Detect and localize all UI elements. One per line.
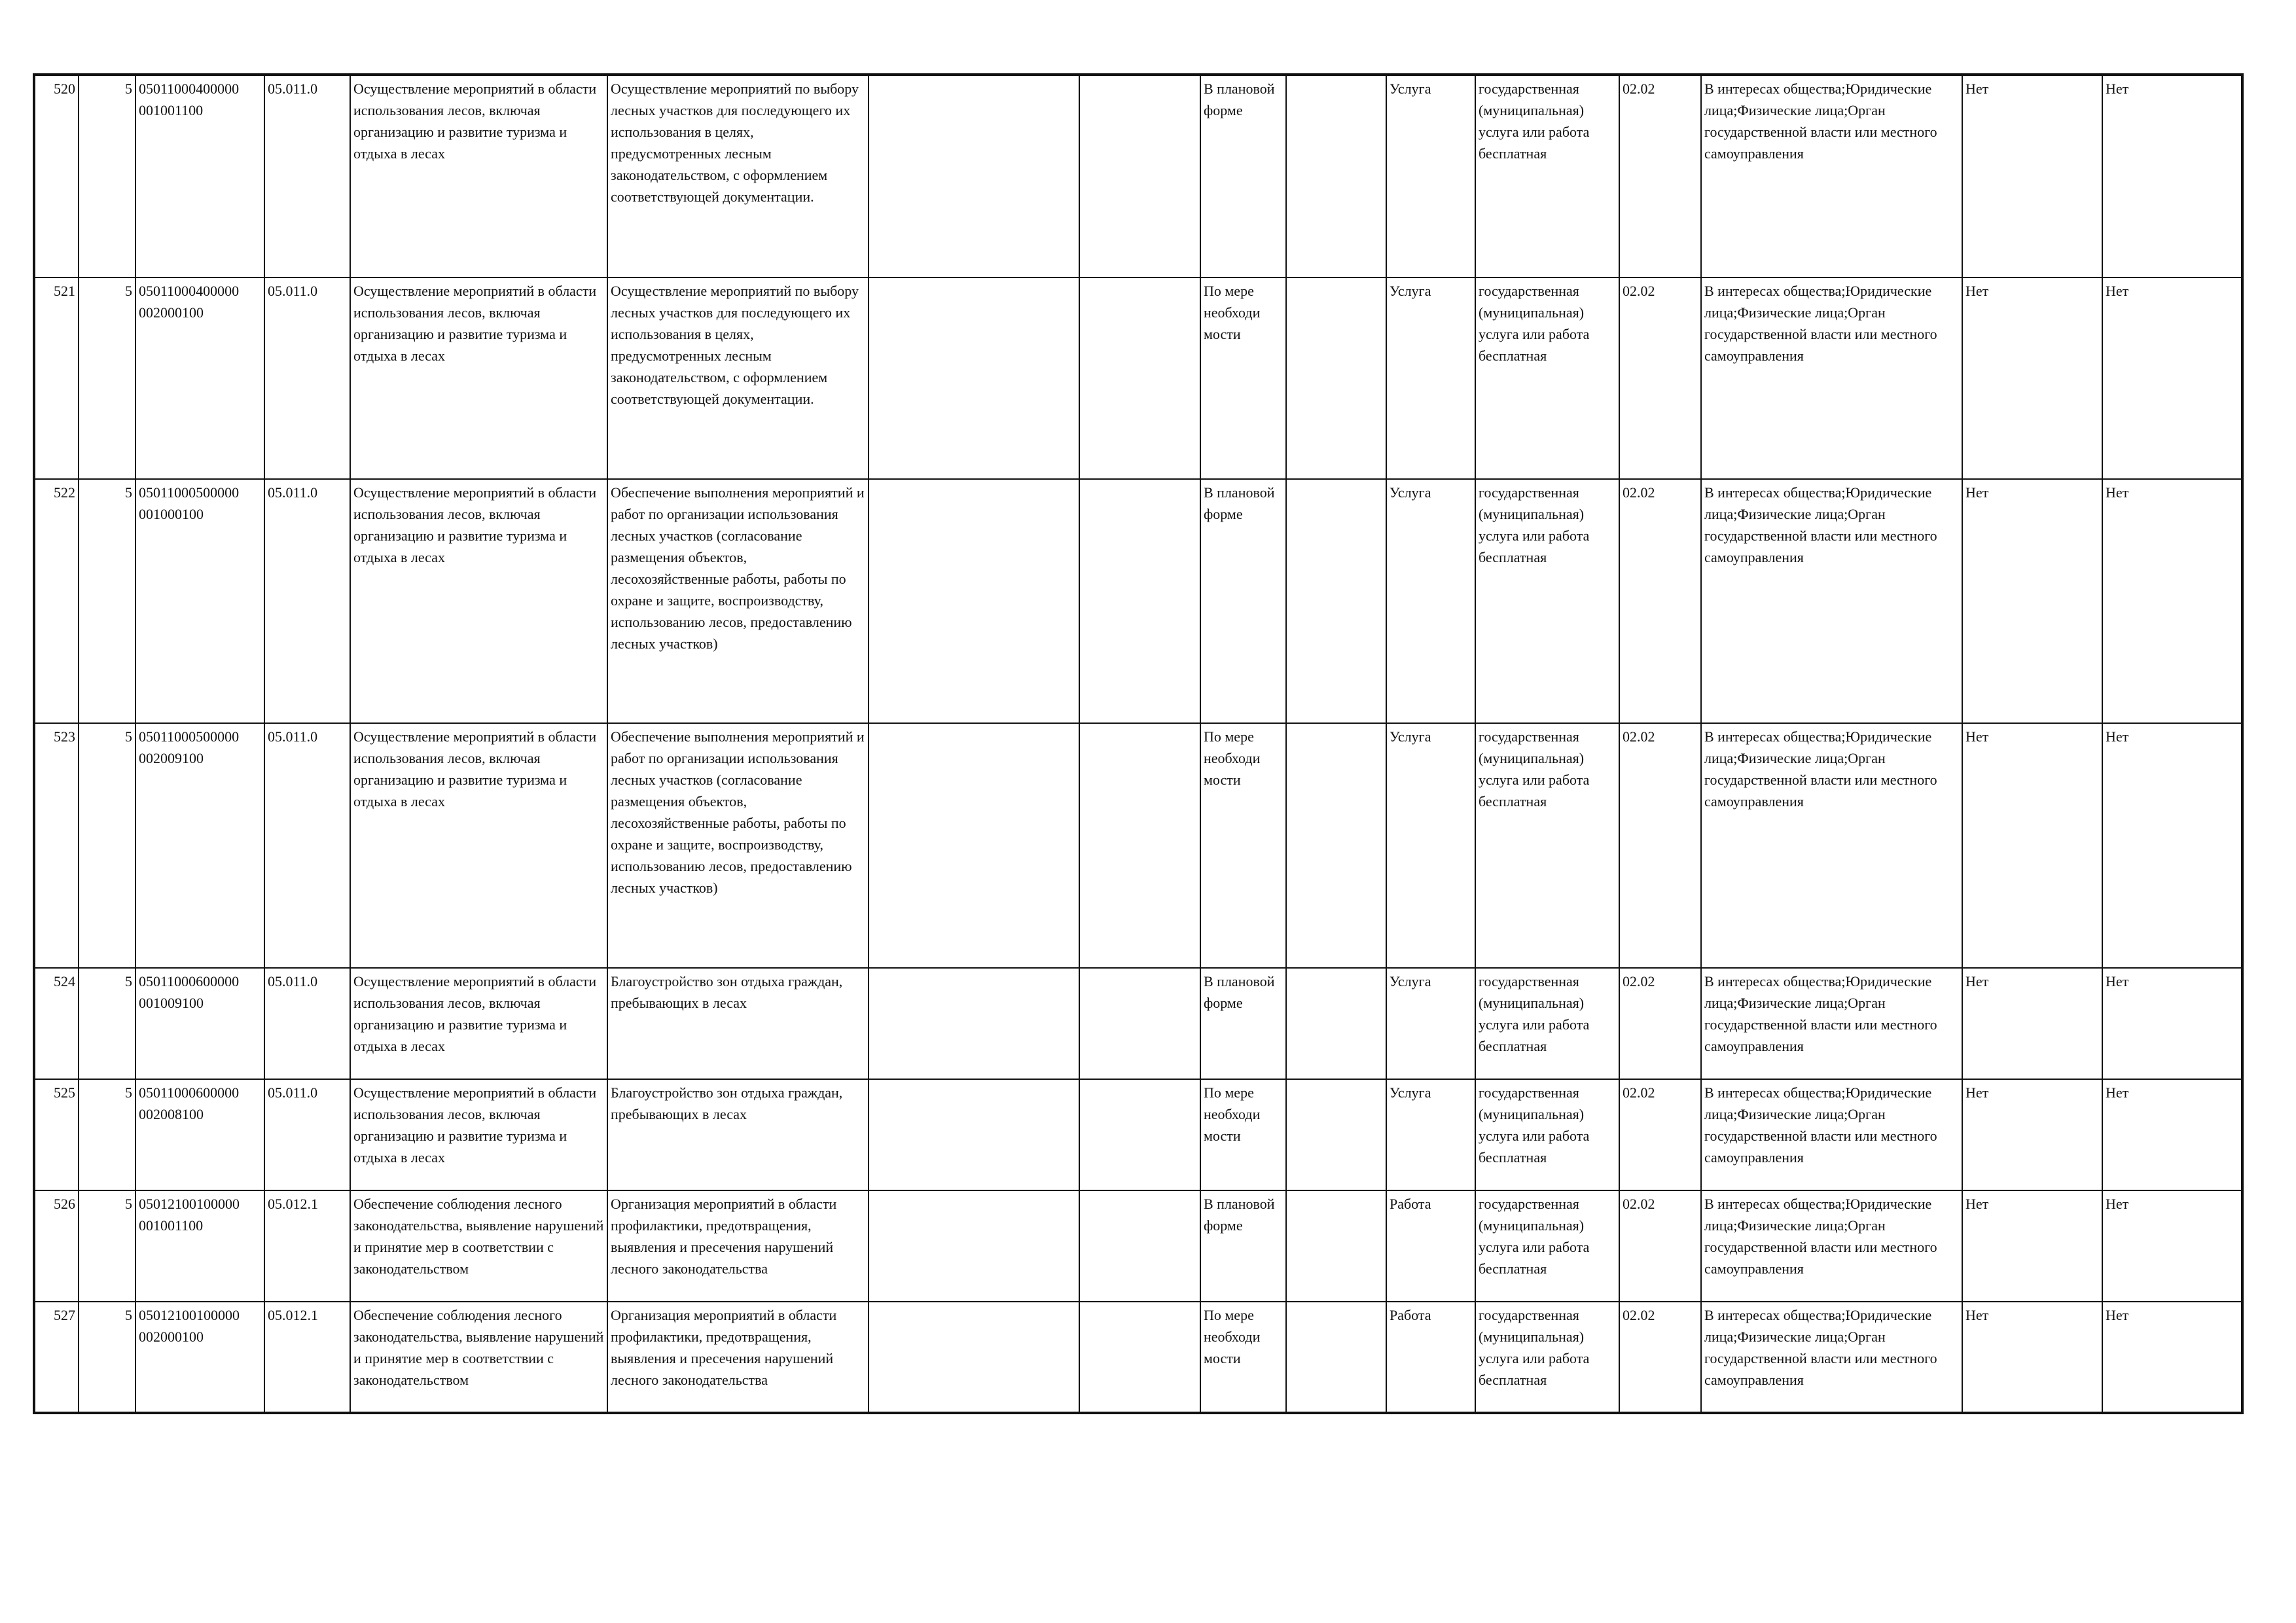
- level-cell: 5: [79, 968, 135, 1079]
- empty-cell: [869, 1190, 1079, 1302]
- service-name: Осуществление мероприятий в области использования лесов, включая организацию и развитие туризма и отдыха в лесах: [350, 723, 607, 968]
- provision-form: По мере необходи мости: [1200, 277, 1286, 479]
- provision-form: В плановой форме: [1200, 1190, 1286, 1302]
- okved-code: 05.011.0: [264, 277, 350, 479]
- table-row: [34, 1190, 2242, 1302]
- service-content: Обеспечение выполнения мероприятий и работ по организации использования лесных участков (согласование размещения объектов, лесохозяйственные работы, работы по охране и защите, воспроизводству, использованию лесов, предоставлению лесных участков): [607, 479, 869, 723]
- empty-cell: [869, 1302, 1079, 1413]
- registry-code: 05011000600000 001009100: [135, 968, 264, 1079]
- empty-cell: [1286, 1079, 1386, 1190]
- empty-cell: [869, 723, 1079, 968]
- service-name: Осуществление мероприятий в области использования лесов, включая организацию и развитие туризма и отдыха в лесах: [350, 1079, 607, 1190]
- provision-form: В плановой форме: [1200, 968, 1286, 1079]
- service-content: Организация мероприятий в области профилактики, предотвращения, выявления и пресечения нарушений лесного законодательства: [607, 1302, 869, 1413]
- empty-cell: [1286, 1190, 1386, 1302]
- level-cell: 5: [79, 1190, 135, 1302]
- table-row: [34, 277, 2242, 479]
- row-number: 521: [34, 277, 79, 479]
- okved-code: 05.012.1: [264, 1190, 350, 1302]
- service-content: Обеспечение выполнения мероприятий и работ по организации использования лесных участков (согласование размещения объектов, лесохозяйственные работы, работы по охране и защите, воспроизводству, использованию лесов, предоставлению лесных участков): [607, 723, 869, 968]
- empty-cell: [1079, 1190, 1200, 1302]
- category-code: 02.02: [1619, 75, 1701, 277]
- consumers: В интересах общества;Юридические лица;Физические лица;Орган государственной власти или местного самоуправления: [1701, 75, 1962, 277]
- empty-cell: [1286, 723, 1386, 968]
- payment-type: государственная (муниципальная) услуга или работа бесплатная: [1475, 1190, 1619, 1302]
- service-type: Услуга: [1386, 277, 1475, 479]
- registry-code: 05011000400000 002000100: [135, 277, 264, 479]
- service-name: Осуществление мероприятий в области использования лесов, включая организацию и развитие туризма и отдыха в лесах: [350, 479, 607, 723]
- flag-2: Нет: [2102, 968, 2242, 1079]
- empty-cell: [1079, 723, 1200, 968]
- row-number: 520: [34, 75, 79, 277]
- service-content: Осуществление мероприятий по выбору лесных участков для последующего их использования в целях, предусмотренных лесным законодательством, с оформлением соответствующей документации.: [607, 75, 869, 277]
- row-number: 527: [34, 1302, 79, 1413]
- registry-code: 05012100100000 001001100: [135, 1190, 264, 1302]
- payment-type: государственная (муниципальная) услуга или работа бесплатная: [1475, 479, 1619, 723]
- service-name: Осуществление мероприятий в области использования лесов, включая организацию и развитие туризма и отдыха в лесах: [350, 277, 607, 479]
- flag-1: Нет: [1962, 277, 2102, 479]
- consumers: В интересах общества;Юридические лица;Физические лица;Орган государственной власти или местного самоуправления: [1701, 277, 1962, 479]
- service-content: Осуществление мероприятий по выбору лесных участков для последующего их использования в целях, предусмотренных лесным законодательством, с оформлением соответствующей документации.: [607, 277, 869, 479]
- provision-form: По мере необходи мости: [1200, 723, 1286, 968]
- registry-code: 05012100100000 002000100: [135, 1302, 264, 1413]
- registry-code: 05011000500000 001000100: [135, 479, 264, 723]
- payment-type: государственная (муниципальная) услуга или работа бесплатная: [1475, 75, 1619, 277]
- empty-cell: [1286, 1302, 1386, 1413]
- service-content: Благоустройство зон отдыха граждан, пребывающих в лесах: [607, 1079, 869, 1190]
- table-row: [34, 1079, 2242, 1190]
- okved-code: 05.012.1: [264, 1302, 350, 1413]
- payment-type: государственная (муниципальная) услуга или работа бесплатная: [1475, 723, 1619, 968]
- empty-cell: [1286, 968, 1386, 1079]
- payment-type: государственная (муниципальная) услуга или работа бесплатная: [1475, 968, 1619, 1079]
- category-code: 02.02: [1619, 1190, 1701, 1302]
- empty-cell: [1079, 1302, 1200, 1413]
- provision-form: В плановой форме: [1200, 75, 1286, 277]
- payment-type: государственная (муниципальная) услуга или работа бесплатная: [1475, 1079, 1619, 1190]
- service-type: Услуга: [1386, 1079, 1475, 1190]
- payment-type: государственная (муниципальная) услуга или работа бесплатная: [1475, 1302, 1619, 1413]
- service-type: Работа: [1386, 1190, 1475, 1302]
- service-type: Услуга: [1386, 75, 1475, 277]
- service-type: Работа: [1386, 1302, 1475, 1413]
- table-row: [34, 968, 2242, 1079]
- provision-form: По мере необходи мости: [1200, 1302, 1286, 1413]
- flag-2: Нет: [2102, 1302, 2242, 1413]
- service-name: Обеспечение соблюдения лесного законодательства, выявление нарушений и принятие мер в соответствии с законодательством: [350, 1302, 607, 1413]
- level-cell: 5: [79, 1302, 135, 1413]
- empty-cell: [869, 75, 1079, 277]
- flag-1: Нет: [1962, 1190, 2102, 1302]
- empty-cell: [869, 1079, 1079, 1190]
- registry-table: [33, 73, 2244, 1414]
- table-row: [34, 479, 2242, 723]
- flag-1: Нет: [1962, 723, 2102, 968]
- empty-cell: [1286, 75, 1386, 277]
- service-name: Осуществление мероприятий в области использования лесов, включая организацию и развитие туризма и отдыха в лесах: [350, 75, 607, 277]
- okved-code: 05.011.0: [264, 968, 350, 1079]
- okved-code: 05.011.0: [264, 723, 350, 968]
- service-name: Обеспечение соблюдения лесного законодательства, выявление нарушений и принятие мер в соответствии с законодательством: [350, 1190, 607, 1302]
- registry-code: 05011000600000 002008100: [135, 1079, 264, 1190]
- flag-2: Нет: [2102, 75, 2242, 277]
- level-cell: 5: [79, 277, 135, 479]
- flag-1: Нет: [1962, 1302, 2102, 1413]
- payment-type: государственная (муниципальная) услуга или работа бесплатная: [1475, 277, 1619, 479]
- consumers: В интересах общества;Юридические лица;Физические лица;Орган государственной власти или местного самоуправления: [1701, 968, 1962, 1079]
- registry-code: 05011000400000 001001100: [135, 75, 264, 277]
- consumers: В интересах общества;Юридические лица;Физические лица;Орган государственной власти или местного самоуправления: [1701, 1302, 1962, 1413]
- service-content: Благоустройство зон отдыха граждан, пребывающих в лесах: [607, 968, 869, 1079]
- empty-cell: [1079, 277, 1200, 479]
- consumers: В интересах общества;Юридические лица;Физические лица;Орган государственной власти или местного самоуправления: [1701, 479, 1962, 723]
- level-cell: 5: [79, 479, 135, 723]
- category-code: 02.02: [1619, 968, 1701, 1079]
- table-row: [34, 1302, 2242, 1413]
- category-code: 02.02: [1619, 1302, 1701, 1413]
- empty-cell: [1079, 479, 1200, 723]
- flag-1: Нет: [1962, 75, 2102, 277]
- category-code: 02.02: [1619, 277, 1701, 479]
- okved-code: 05.011.0: [264, 1079, 350, 1190]
- flag-2: Нет: [2102, 1079, 2242, 1190]
- provision-form: В плановой форме: [1200, 479, 1286, 723]
- row-number: 523: [34, 723, 79, 968]
- registry-code: 05011000500000 002009100: [135, 723, 264, 968]
- level-cell: 5: [79, 723, 135, 968]
- service-type: Услуга: [1386, 968, 1475, 1079]
- empty-cell: [869, 277, 1079, 479]
- flag-1: Нет: [1962, 1079, 2102, 1190]
- service-name: Осуществление мероприятий в области использования лесов, включая организацию и развитие туризма и отдыха в лесах: [350, 968, 607, 1079]
- consumers: В интересах общества;Юридические лица;Физические лица;Орган государственной власти или местного самоуправления: [1701, 1079, 1962, 1190]
- table-row: [34, 75, 2242, 277]
- service-type: Услуга: [1386, 723, 1475, 968]
- level-cell: 5: [79, 1079, 135, 1190]
- flag-1: Нет: [1962, 968, 2102, 1079]
- consumers: В интересах общества;Юридические лица;Физические лица;Орган государственной власти или местного самоуправления: [1701, 1190, 1962, 1302]
- service-type: Услуга: [1386, 479, 1475, 723]
- consumers: В интересах общества;Юридические лица;Физические лица;Орган государственной власти или местного самоуправления: [1701, 723, 1962, 968]
- empty-cell: [869, 968, 1079, 1079]
- flag-2: Нет: [2102, 723, 2242, 968]
- level-cell: 5: [79, 75, 135, 277]
- flag-1: Нет: [1962, 479, 2102, 723]
- empty-cell: [1286, 479, 1386, 723]
- okved-code: 05.011.0: [264, 479, 350, 723]
- flag-2: Нет: [2102, 277, 2242, 479]
- empty-cell: [1079, 1079, 1200, 1190]
- category-code: 02.02: [1619, 479, 1701, 723]
- row-number: 526: [34, 1190, 79, 1302]
- empty-cell: [1286, 277, 1386, 479]
- row-number: 525: [34, 1079, 79, 1190]
- row-number: 524: [34, 968, 79, 1079]
- service-content: Организация мероприятий в области профилактики, предотвращения, выявления и пресечения нарушений лесного законодательства: [607, 1190, 869, 1302]
- empty-cell: [869, 479, 1079, 723]
- flag-2: Нет: [2102, 479, 2242, 723]
- empty-cell: [1079, 968, 1200, 1079]
- category-code: 02.02: [1619, 723, 1701, 968]
- row-number: 522: [34, 479, 79, 723]
- okved-code: 05.011.0: [264, 75, 350, 277]
- table-row: [34, 723, 2242, 968]
- category-code: 02.02: [1619, 1079, 1701, 1190]
- provision-form: По мере необходи мости: [1200, 1079, 1286, 1190]
- flag-2: Нет: [2102, 1190, 2242, 1302]
- empty-cell: [1079, 75, 1200, 277]
